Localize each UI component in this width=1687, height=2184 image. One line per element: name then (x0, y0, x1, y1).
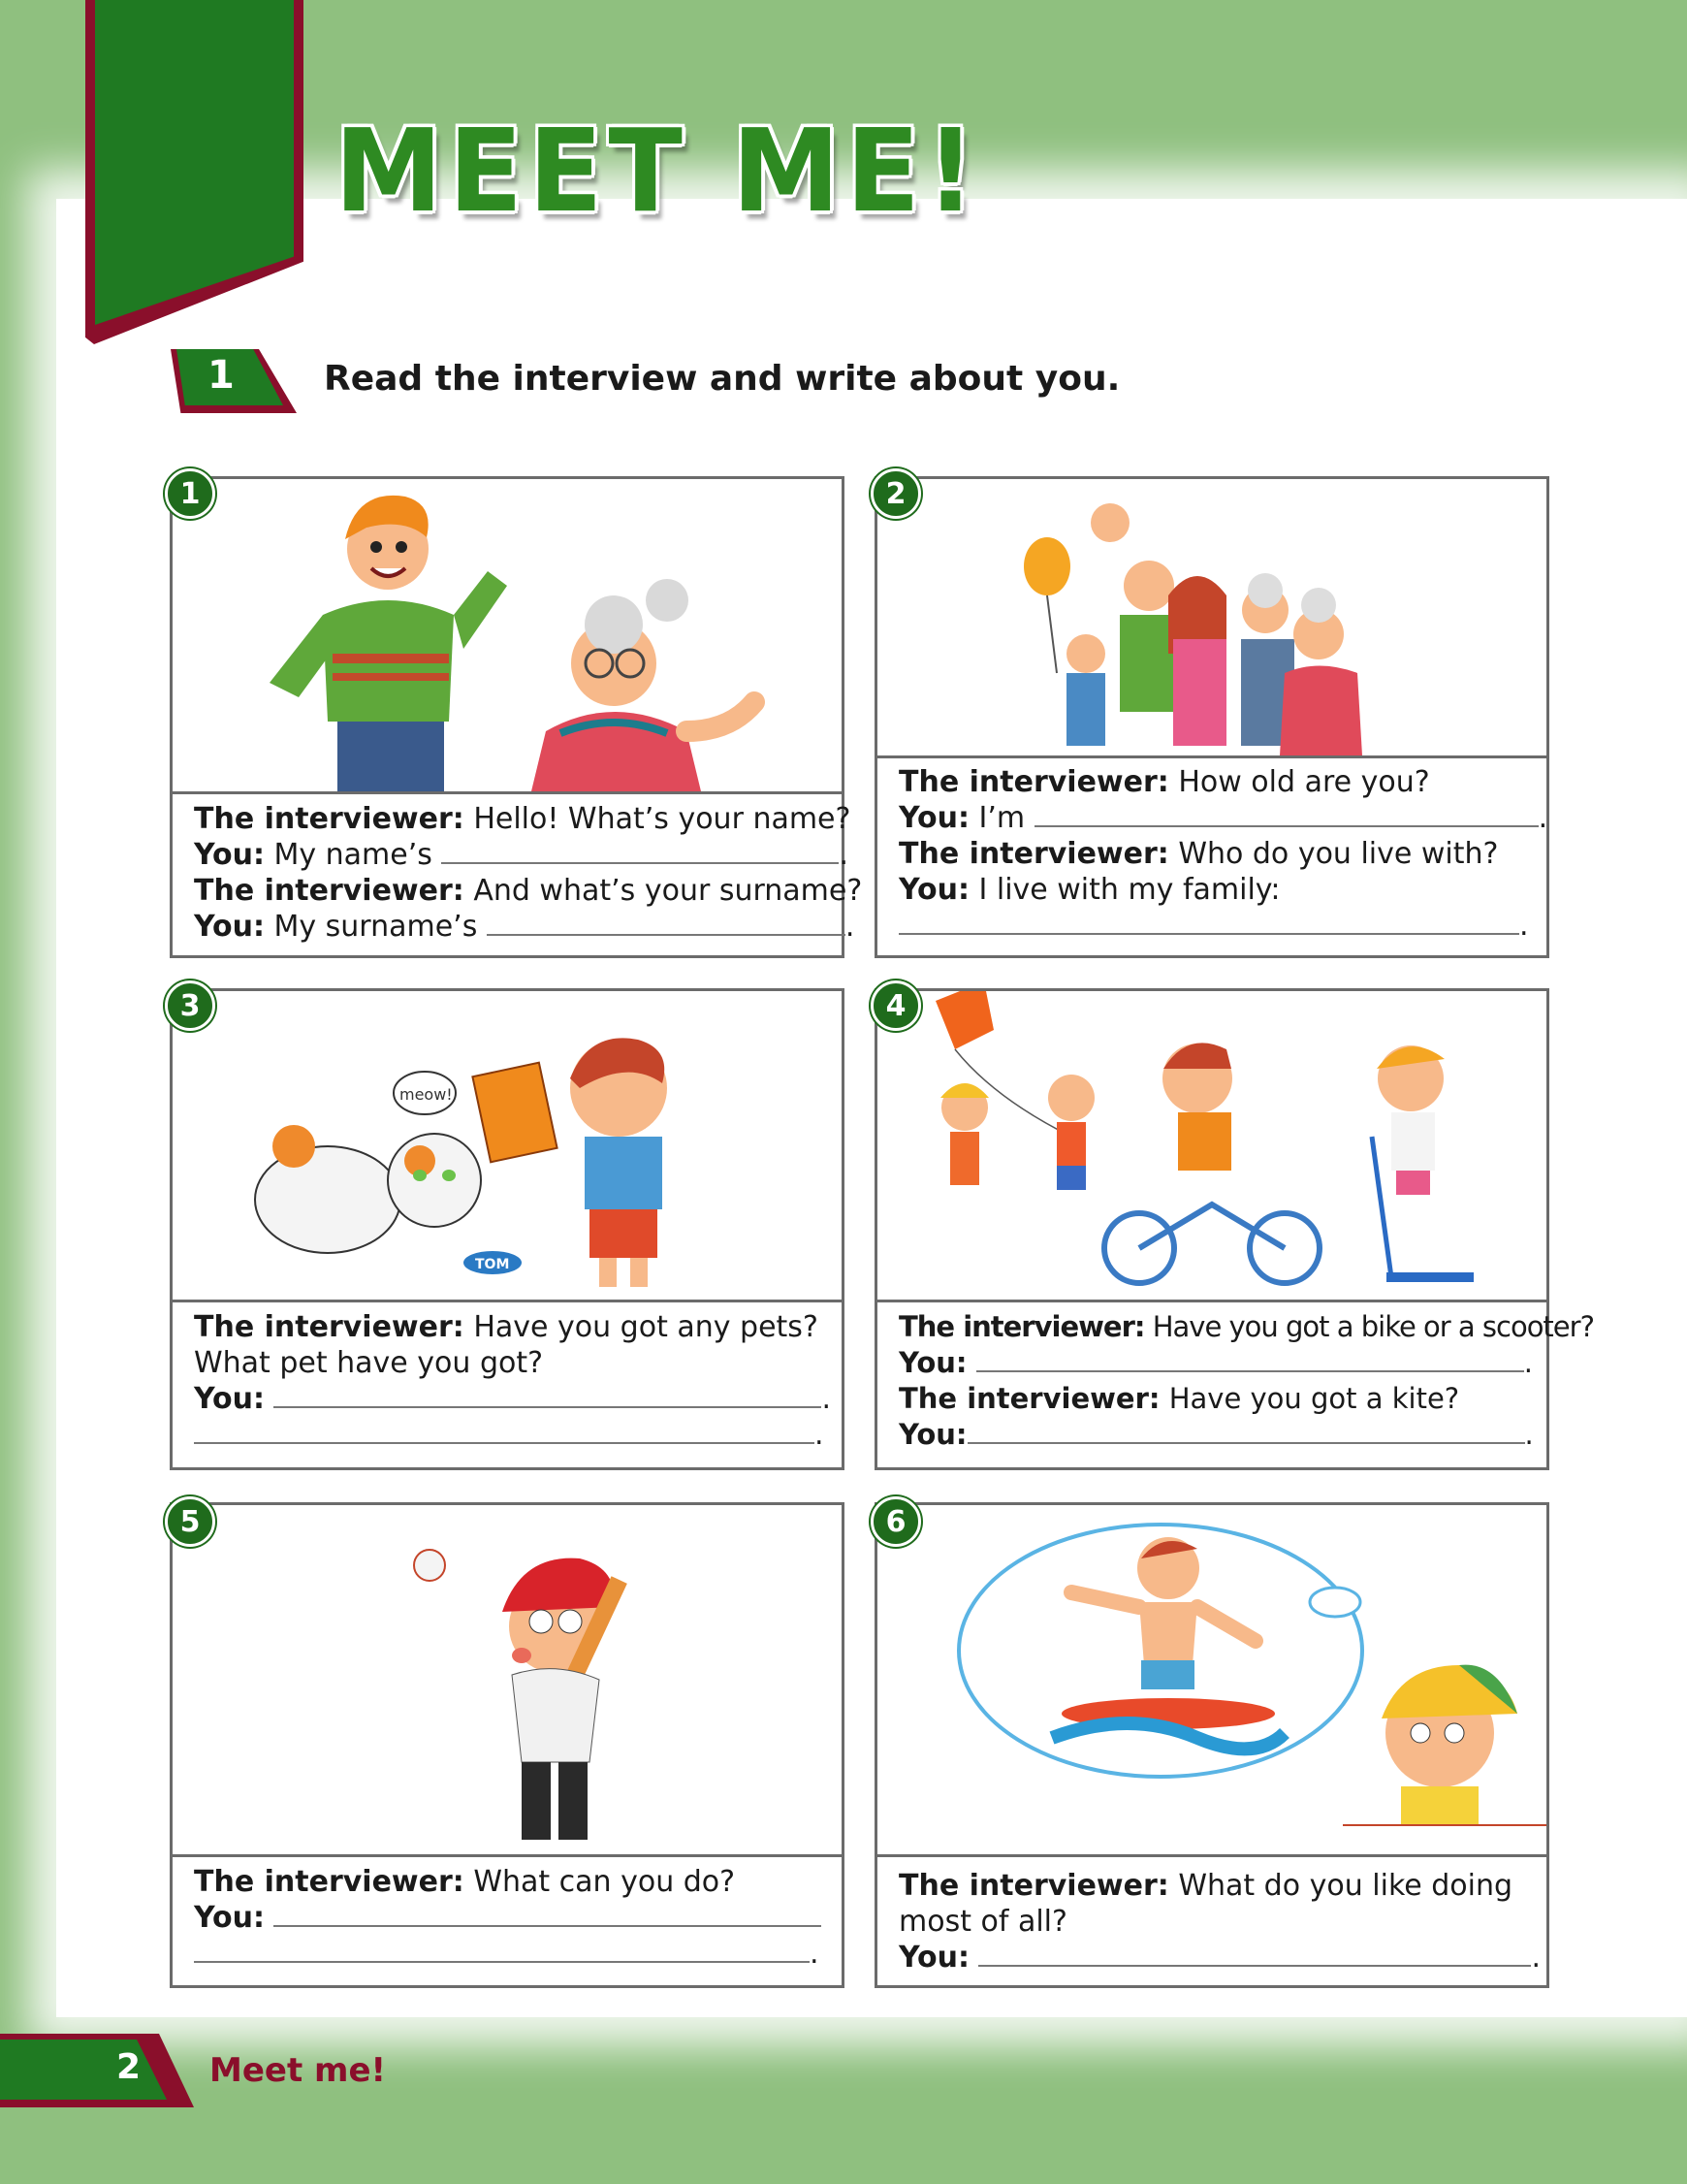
card-6-line-2: most of all? (899, 1905, 1067, 1939)
card-5-line-3: . (194, 1936, 824, 1972)
card-4-number: 4 (871, 980, 921, 1031)
answer-blank[interactable] (976, 1345, 1524, 1372)
man-and-grandma-illustration (173, 479, 842, 791)
card-2-line-4: You: I live with my family: (899, 873, 1281, 907)
meow-bubble-text: meow! (399, 1085, 453, 1104)
card-5-line-2: You: (194, 1900, 824, 1936)
card-5-line-1: The interviewer: What can you do? (194, 1865, 736, 1899)
card-2-line-2: You: I’m . (899, 801, 1548, 835)
card-2-line-3: The interviewer: Who do you live with? (899, 837, 1499, 871)
card-6-illustration (877, 1505, 1546, 1857)
card-3-number: 3 (165, 980, 215, 1031)
card-1-line-4: You: My surname’s . (194, 910, 855, 944)
card-4-illustration (877, 991, 1546, 1302)
card-2-number: 2 (871, 468, 921, 519)
card-5-number: 5 (165, 1496, 215, 1547)
answer-blank[interactable] (194, 1936, 810, 1963)
card-4-line-4: You: . (899, 1418, 1534, 1451)
answer-blank[interactable] (194, 1417, 814, 1444)
card-4 (875, 988, 1594, 1470)
answer-blank[interactable] (1034, 800, 1539, 827)
bowl-label: TOM (475, 1257, 510, 1272)
card-3-line-3: You: . (194, 1382, 832, 1416)
card-5-illustration (173, 1505, 842, 1857)
card-6-line-1: The interviewer: What do you like doing (899, 1869, 1513, 1903)
baseball-boy-illustration (173, 1505, 842, 1854)
answer-blank[interactable] (273, 1900, 821, 1927)
page-number: 2 (116, 2047, 142, 2087)
exercise-badge (171, 349, 297, 413)
kids-playing-illustration (877, 991, 1546, 1300)
card-6-line-3: You: . (899, 1941, 1542, 1975)
exercise-number: 1 (207, 353, 235, 398)
card-2 (875, 476, 1549, 958)
card-1-line-2: You: My name’s . (194, 838, 848, 872)
answer-blank[interactable] (968, 1417, 1525, 1444)
card-4-line-1: The interviewer: Have you got a bike or a scooter? (899, 1310, 1594, 1343)
card-2-line-1: The interviewer: How old are you? (899, 765, 1430, 799)
answer-blank[interactable] (441, 837, 839, 864)
card-3-illustration (173, 991, 842, 1302)
card-3-line-4: . (194, 1417, 824, 1453)
card-6-number: 6 (871, 1496, 921, 1547)
card-1-number: 1 (165, 468, 215, 519)
card-3-line-1: The interviewer: Have you got any pets? (194, 1310, 818, 1344)
card-1-line-1: The interviewer: Hello! What’s your name? (194, 802, 851, 836)
card-1-line-3: The interviewer: And what’s your surname? (194, 874, 863, 908)
page-title: MEET ME! (334, 105, 981, 239)
card-1-illustration (173, 479, 842, 794)
answer-blank[interactable] (978, 1940, 1531, 1967)
exercise-instruction: Read the interview and write about you. (324, 359, 1121, 399)
surfing-dream-illustration (877, 1505, 1546, 1854)
answer-blank[interactable] (899, 908, 1519, 935)
family-illustration (877, 479, 1546, 755)
card-1 (170, 476, 863, 958)
card-2-illustration (877, 479, 1546, 758)
boy-cat-illustration (173, 991, 842, 1300)
card-5 (170, 1502, 844, 1988)
footer-title: Meet me! (209, 2051, 387, 2090)
card-4-line-3: The interviewer: Have you got a kite? (899, 1382, 1460, 1415)
card-2-line-5: . (899, 908, 1529, 944)
answer-blank[interactable] (273, 1381, 821, 1408)
card-3 (170, 988, 844, 1470)
card-4-line-2: You: . (899, 1346, 1533, 1379)
card-6 (875, 1502, 1549, 1988)
card-3-line-2: What pet have you got? (194, 1346, 544, 1380)
page-number-badge (0, 2034, 194, 2107)
answer-blank[interactable] (487, 909, 845, 936)
